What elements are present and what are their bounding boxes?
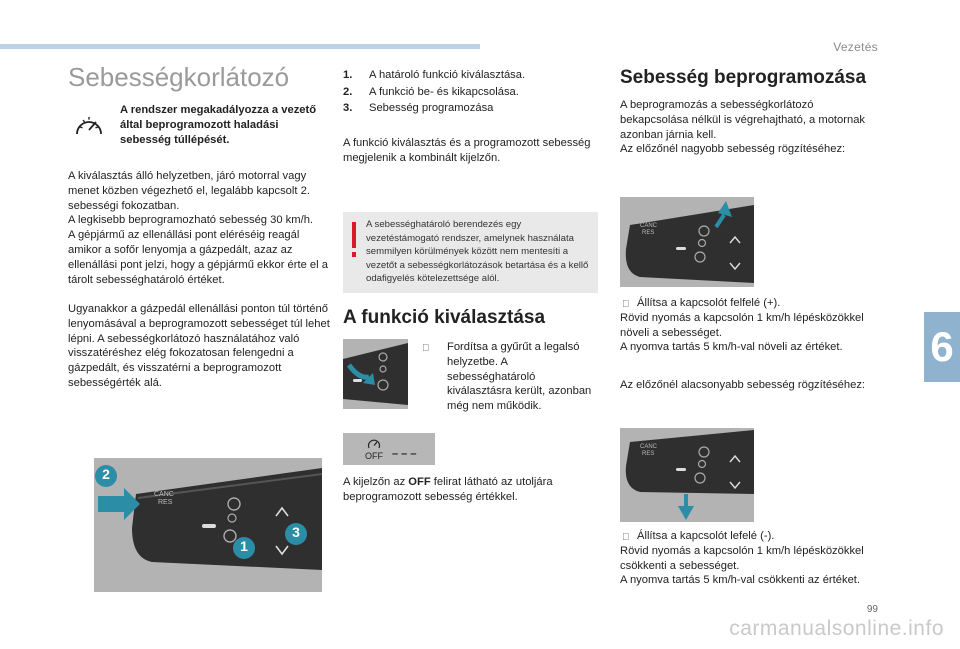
badge-2: 2 xyxy=(102,466,110,482)
svg-text:RES: RES xyxy=(642,451,655,457)
paragraph-display: A funkció kiválasztás és a programozott sebesség megjelenik a kombinált kijelzőn. xyxy=(343,137,591,164)
warning-text: A sebességhatároló berendezés egy vezetéstámogató rendszer, amelynek használata semmilyen körülmények között nem mentesíti a vezetőt a sebességkorlátozások betartása és a kellő odafigyelés kötelezettsége alól. xyxy=(366,219,589,285)
intro-bold: A rendszer megakadályozza a vezető által beprogramozott haladási sebesség túllépését. xyxy=(120,104,317,146)
header-bar xyxy=(0,44,480,49)
stalk-image-ring xyxy=(343,339,408,409)
paragraph-off: A kijelzőn az OFF felirat látható az utoljára beprogramozott sebesség értékkel. xyxy=(343,476,553,503)
page-title: Sebességkorlátozó xyxy=(68,62,290,92)
badge-1: 1 xyxy=(240,538,248,554)
list-item: 1. A határoló funkció kiválasztása. xyxy=(343,69,526,81)
step-increase: Állítsa a kapcsolót felfelé (+). Rövid nyomás a kapcsolón 1 km/h lépésközökkel növeli a sebességet. A nyomva tartás 5 km/h-val növeli az értéket. xyxy=(620,297,864,354)
svg-text:CANC: CANC xyxy=(640,223,658,229)
exclamation-icon xyxy=(350,222,358,260)
section-heading-programming: Sebesség beprogramozása xyxy=(620,67,867,88)
paragraph-selection: A kiválasztás álló helyzetben, járó motorral vagy menet közben végezhető el, legalább kapcsolt 2. sebességi fokozatban. A legkisebb beprogramozható sebesség 30 km/h. A gépjármű az ellenállási pont eléréséig reagál amikor a sofőr lenyomja a gázpedált, azaz az ellenállási pont jelzi, hogy a gépjármű ekkor érte el a tárolt sebességhatároló értéket. xyxy=(68,170,328,286)
section-heading-selection: A funkció kiválasztása xyxy=(343,307,546,328)
svg-text:RES: RES xyxy=(642,230,655,236)
section-title: Vezetés xyxy=(833,40,878,54)
stalk-image-up xyxy=(620,197,754,287)
step-decrease: Állítsa a kapcsolót lefelé (-). Rövid nyomás a kapcsolón 1 km/h lépésközökkel csökkenti a sebességet. A nyomva tartás 5 km/h-val csökkenti az értéket. xyxy=(620,530,864,587)
watermark: carmanualsonline.info xyxy=(729,617,944,640)
bullet-icon xyxy=(422,343,430,354)
paragraph-override: Ugyanakkor a gázpedál ellenállási ponton túl történő lenyomásával a beprogramozott sebességet túl lehet lépni. A sebességkorlátozó használatához való visszatéréshez elég fokozatosan felengedni a gázpedált, és visszatérni a beprogramozott sebességérték alá. xyxy=(68,303,330,389)
list-item: 3. Sebesség programozása xyxy=(343,102,494,114)
paragraph-programming: A beprogramozás a sebességkorlátozó bekapcsolása nélkül is végrehajtható, a motornak azonban járnia kell. Az előzőnél nagyobb sebesség rögzítéséhez: xyxy=(620,99,866,156)
chapter-tab: 6 xyxy=(924,312,960,382)
paragraph-lower: Az előzőnél alacsonyabb sebesség rögzítéséhez: xyxy=(620,379,866,391)
numbered-list xyxy=(343,67,593,117)
display-panel xyxy=(343,433,435,465)
svg-text:CANC: CANC xyxy=(640,444,658,450)
step-ring: Fordítsa a gyűrűt a legalsó helyzetbe. A sebességhatároló kiválasztásra került, azonban még nem működik. xyxy=(447,341,592,413)
speedometer-icon xyxy=(367,437,381,451)
display-off-label: OFF xyxy=(365,451,383,461)
page-number: 99 xyxy=(866,604,878,615)
stalk-image-main xyxy=(94,458,322,592)
svg-text:RES: RES xyxy=(158,499,173,506)
badge-3: 3 xyxy=(292,524,300,540)
list-item: 2. A funkció be- és kikapcsolása. xyxy=(343,85,519,98)
display-dashes: – – – xyxy=(392,448,417,460)
svg-text:CANC: CANC xyxy=(154,491,174,498)
speedometer-icon xyxy=(74,114,104,138)
stalk-image-down xyxy=(620,428,754,522)
